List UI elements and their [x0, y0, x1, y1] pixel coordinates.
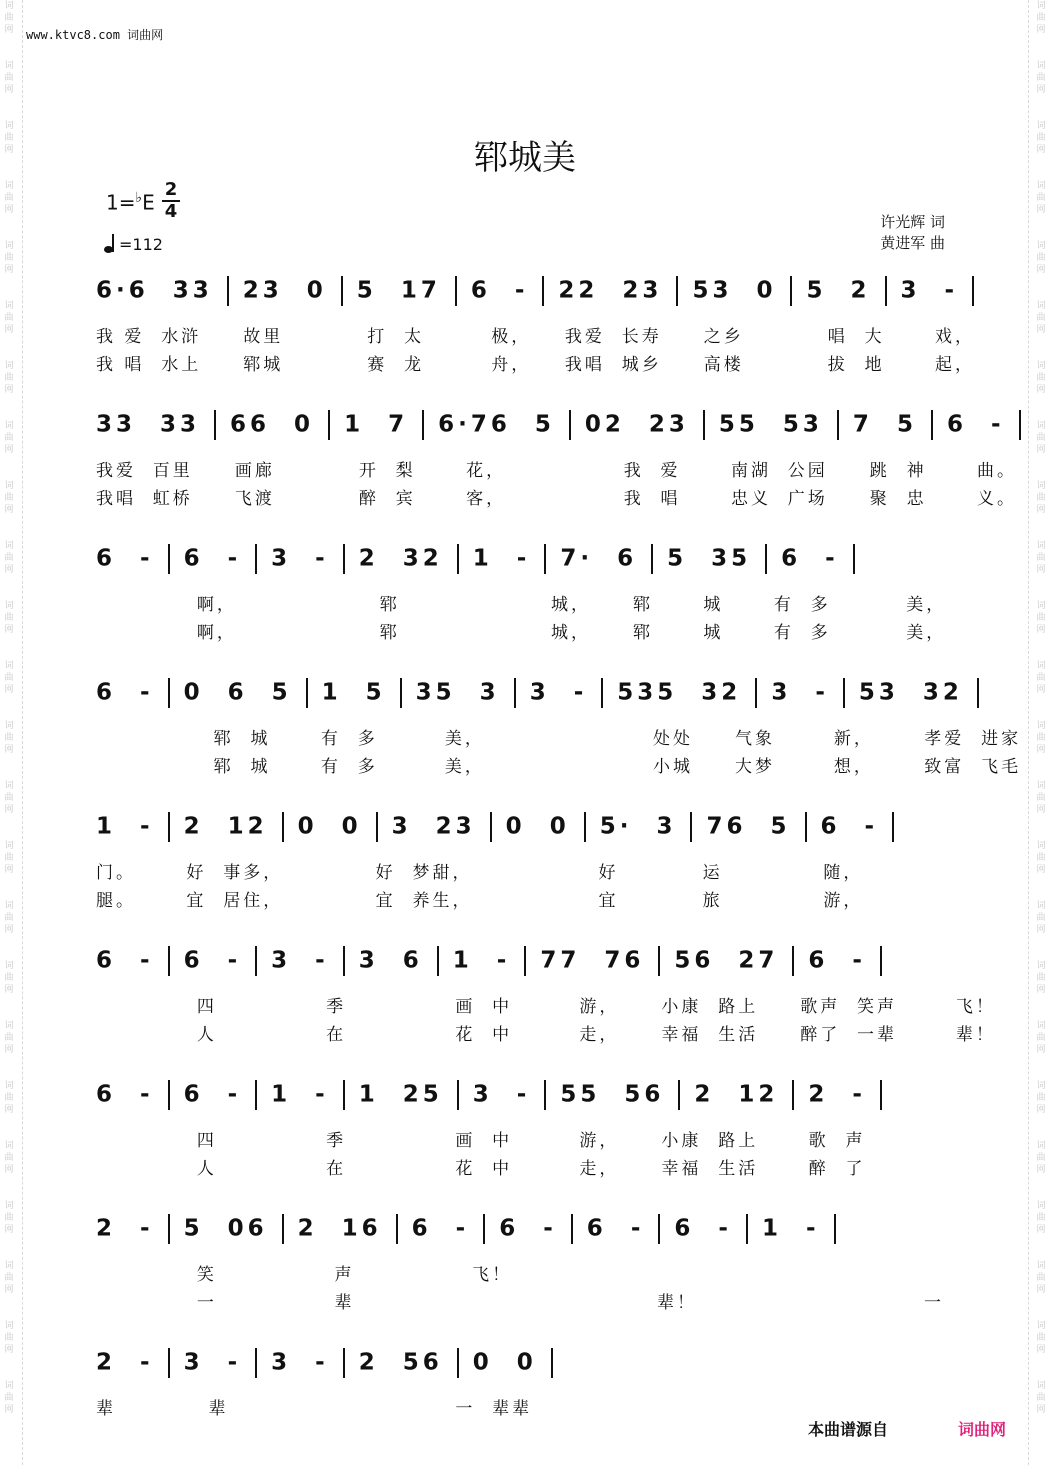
lyric-line-1: 四 季 画 中 游， 小康 路上 歌 声 — [96, 1131, 866, 1151]
notation-line — [96, 946, 952, 986]
lyric-line-2: 人 在 花 中 走， 幸福 生活 醉 了 — [96, 1159, 866, 1179]
barline — [422, 410, 424, 440]
measure-notes: 3 - — [183, 1349, 242, 1376]
measure-notes: 55 53 — [718, 411, 823, 438]
barline — [765, 544, 767, 574]
lyric-line-2: 人 在 花 中 走， 幸福 生活 醉了 一辈 辈！ — [96, 1025, 996, 1045]
measure-notes: 3 - — [472, 1081, 531, 1108]
measure-notes: 5 06 — [183, 1215, 268, 1242]
lyric-line-1: 笑 声 飞！ — [96, 1265, 513, 1285]
watermark-text: 词 曲 网 — [4, 781, 14, 815]
watermark-text: 词 曲 网 — [4, 1081, 14, 1115]
song-title: 郓城美 — [474, 138, 576, 178]
lyric-line-1: 郓 城 有 多 美， 处处 气象 新， 孝爱 进家 — [96, 729, 1022, 749]
barline — [341, 276, 343, 306]
barline — [542, 276, 544, 306]
music-system — [96, 1348, 952, 1478]
notation-line — [96, 1214, 952, 1254]
watermark-text: 词 曲 网 — [1036, 301, 1046, 335]
watermark-text: 词 曲 网 — [1036, 1141, 1046, 1175]
measure-notes: 55 56 — [560, 1081, 665, 1108]
watermark-text: 词 曲 网 — [1036, 361, 1046, 395]
barline — [168, 678, 170, 708]
barline — [343, 1348, 345, 1378]
measure-notes: 2 12 — [183, 813, 268, 840]
watermark-text: 词 曲 网 — [4, 301, 14, 335]
barline — [455, 276, 457, 306]
lyric-line-1: 我 爱 水浒 故里 打 太 极， 我爱 长寿 之乡 唱 大 戏， — [96, 327, 976, 347]
watermark-text: 词 曲 网 — [1036, 961, 1046, 995]
barline — [746, 1214, 748, 1244]
notation-line — [96, 276, 959, 316]
barline — [571, 1214, 573, 1244]
measure-notes: 3 - — [271, 1349, 329, 1376]
notation-line — [96, 812, 952, 852]
watermark-text: 词 曲 网 — [1036, 181, 1046, 215]
music-system — [96, 678, 1022, 808]
barline — [892, 812, 894, 842]
barline — [1019, 410, 1021, 440]
barline — [569, 410, 571, 440]
note-stem-icon — [112, 234, 114, 252]
barline — [376, 812, 378, 842]
barline — [168, 1214, 170, 1244]
measure-notes: 35 3 — [415, 679, 500, 706]
measure-notes: 6 - — [820, 813, 879, 840]
watermark-text: 词 曲 网 — [4, 541, 14, 575]
meter-denominator: 4 — [162, 200, 180, 222]
barline — [483, 1214, 485, 1244]
measure-notes: 1 - — [761, 1215, 820, 1242]
measure-notes: 6 - — [96, 679, 154, 706]
watermark-text: 词 曲 网 — [4, 961, 14, 995]
measure-notes: 6 - — [183, 1081, 242, 1108]
measure-notes: 02 23 — [584, 411, 689, 438]
credits — [880, 212, 945, 254]
lyric-line-1: 门。 好 事多， 好 梦甜， 好 运 随， — [96, 863, 864, 883]
barline — [690, 812, 692, 842]
key-label: 1= — [106, 190, 136, 215]
watermark-text: 词 曲 网 — [4, 481, 14, 515]
watermark-text: 词 曲 网 — [1036, 121, 1046, 155]
watermark-text: 词 曲 网 — [1036, 1381, 1046, 1415]
lyric-line-1: 四 季 画 中 游， 小康 路上 歌声 笑声 飞！ — [96, 997, 996, 1017]
measure-notes: 6 - — [499, 1215, 557, 1242]
measure-notes: 5 17 — [356, 277, 441, 304]
measure-notes: 6 - — [586, 1215, 645, 1242]
music-system — [96, 1080, 952, 1210]
barline — [255, 1348, 257, 1378]
barline — [551, 1348, 553, 1378]
measure-notes: 66 0 — [230, 411, 315, 438]
watermark-text: 词 曲 网 — [4, 61, 14, 95]
measure-notes: 53 0 — [692, 277, 777, 304]
lyric-line-2: 一 辈 辈！ 一 — [96, 1293, 944, 1313]
meter-numerator: 2 — [164, 179, 178, 200]
margin-line-left — [22, 0, 23, 1465]
watermark-text: 词 曲 网 — [4, 241, 14, 275]
measure-notes: 6 - — [96, 947, 154, 974]
lyric-line-1: 辈 辈 一 辈辈 — [96, 1399, 533, 1419]
watermark-text: 词 曲 网 — [4, 601, 14, 635]
measure-notes: 6 - — [96, 545, 154, 572]
measure-notes: 6·76 5 — [438, 411, 555, 438]
barline — [282, 812, 284, 842]
barline — [255, 1080, 257, 1110]
watermark-text: 词 曲 网 — [4, 1201, 14, 1235]
watermark-text: 词 曲 网 — [1036, 841, 1046, 875]
measure-notes: 7 5 — [852, 411, 917, 438]
barline — [676, 276, 678, 306]
barline — [834, 1214, 836, 1244]
measure-notes: 6 - — [808, 947, 866, 974]
barline — [885, 276, 887, 306]
barline — [437, 946, 439, 976]
measure-notes: 6 - — [674, 1215, 732, 1242]
barline — [514, 678, 516, 708]
measure-notes: 6 - — [96, 1081, 154, 1108]
measure-notes: 1 - — [452, 947, 511, 974]
measure-notes: 2 32 — [358, 545, 443, 572]
barline — [255, 946, 257, 976]
measure-notes: 0 0 — [297, 813, 362, 840]
barline — [703, 410, 705, 440]
barline — [792, 1080, 794, 1110]
barline — [601, 678, 603, 708]
measure-notes: 6 - — [411, 1215, 470, 1242]
music-system — [96, 410, 1018, 540]
barline — [282, 1214, 284, 1244]
margin-line-right — [1028, 0, 1029, 1465]
barline — [853, 544, 855, 574]
measure-notes: 56 27 — [674, 947, 779, 974]
footer-site-link[interactable]: 词曲网 — [958, 1420, 1007, 1439]
music-system — [96, 276, 976, 406]
watermark-text: 词 曲 网 — [4, 181, 14, 215]
lyric-line-2: 郓 城 有 多 美， 小城 大梦 想， 致富 飞毛 — [96, 757, 1022, 777]
lyric-line-1: 啊， 郓 城， 郓 城 有 多 美， — [96, 595, 947, 615]
measure-notes: 1 5 — [321, 679, 386, 706]
measure-notes: 3 - — [271, 545, 329, 572]
barline — [544, 1080, 546, 1110]
barline — [658, 1214, 660, 1244]
measure-notes: 2 - — [96, 1349, 154, 1376]
barline — [306, 678, 308, 708]
measure-notes: 1 - — [96, 813, 154, 840]
watermark-text: 词 曲 网 — [1036, 661, 1046, 695]
measure-notes: 1 - — [472, 545, 531, 572]
music-system — [96, 946, 996, 1076]
footer-source-label: 本曲谱源自 — [808, 1420, 889, 1439]
lyric-line-2: 我唱 虹桥 飞渡 醉 宾 客， 我 唱 忠义 广场 聚 忠 义。 — [96, 489, 1018, 509]
notation-line — [96, 1080, 952, 1120]
barline — [805, 812, 807, 842]
watermark-text: 词 曲 网 — [1036, 901, 1046, 935]
barline — [343, 946, 345, 976]
measure-notes: 5· 3 — [599, 813, 677, 840]
measure-notes: 5 35 — [667, 545, 752, 572]
side-watermark-left — [2, 0, 16, 1465]
barline — [931, 410, 933, 440]
key-signature — [106, 190, 155, 215]
composer: 黄进军 曲 — [880, 234, 945, 252]
measure-notes: 3 23 — [391, 813, 476, 840]
measure-notes: 33 33 — [96, 411, 201, 438]
barline — [168, 1348, 170, 1378]
barline — [584, 812, 586, 842]
watermark-text: 词 曲 网 — [1036, 241, 1046, 275]
barline — [755, 678, 757, 708]
notation-line — [96, 678, 963, 718]
tempo-marking — [104, 232, 163, 254]
barline — [490, 812, 492, 842]
watermark-text: 词 曲 网 — [4, 1381, 14, 1415]
measure-notes: 2 16 — [297, 1215, 382, 1242]
measure-notes: 2 - — [808, 1081, 866, 1108]
measure-notes: 0 0 — [472, 1349, 537, 1376]
barline — [396, 1214, 398, 1244]
lyric-line-2: 我 唱 水上 郓城 赛 龙 舟， 我唱 城乡 高楼 拔 地 起， — [96, 355, 976, 375]
watermark-text: 词 曲 网 — [4, 661, 14, 695]
measure-notes: 3 - — [771, 679, 829, 706]
measure-notes: 2 - — [96, 1215, 154, 1242]
time-signature — [162, 180, 180, 222]
measure-notes: 76 5 — [706, 813, 791, 840]
measure-notes: 3 - — [900, 277, 959, 304]
measure-notes: 0 6 5 — [183, 679, 292, 706]
measure-notes: 2 56 — [358, 1349, 443, 1376]
barline — [880, 946, 882, 976]
measure-notes: 77 76 — [540, 947, 645, 974]
watermark-text: 词 曲 网 — [1036, 781, 1046, 815]
watermark-text: 词 曲 网 — [1036, 541, 1046, 575]
notation-line — [96, 544, 952, 584]
barline — [214, 410, 216, 440]
measure-notes: 23 0 — [242, 277, 327, 304]
watermark-text: 词 曲 网 — [1036, 1081, 1046, 1115]
watermark-text: 词 曲 网 — [1036, 1, 1046, 35]
watermark-text: 词 曲 网 — [1036, 421, 1046, 455]
barline — [972, 276, 974, 306]
measure-notes: 2 12 — [694, 1081, 779, 1108]
measure-notes: 7· 6 — [560, 545, 638, 572]
watermark-text: 词 曲 网 — [4, 121, 14, 155]
barline — [792, 946, 794, 976]
watermark-text: 词 曲 网 — [4, 421, 14, 455]
barline — [651, 544, 653, 574]
watermark-text: 词 曲 网 — [1036, 1321, 1046, 1355]
lyric-line-2: 腿。 宜 居住， 宜 养生， 宜 旅 游， — [96, 891, 864, 911]
barline — [658, 946, 660, 976]
barline — [168, 812, 170, 842]
flat-symbol: ♭ — [135, 190, 143, 206]
measure-notes: 6 - — [183, 545, 242, 572]
barline — [880, 1080, 882, 1110]
barline — [227, 276, 229, 306]
watermark-text: 词 曲 网 — [1036, 61, 1046, 95]
barline — [544, 544, 546, 574]
measure-notes: 0 0 — [505, 813, 570, 840]
measure-notes: 6 - — [183, 947, 242, 974]
tempo-value: =112 — [119, 235, 163, 254]
lyricist: 许光辉 词 — [880, 213, 945, 231]
measure-notes: 53 32 — [858, 679, 963, 706]
barline — [168, 544, 170, 574]
watermark-text: 词 曲 网 — [4, 721, 14, 755]
lyric-line-1: 我爱 百里 画廊 开 梨 花， 我 爱 南湖 公园 跳 神 曲。 — [96, 461, 1018, 481]
barline — [328, 410, 330, 440]
watermark-text: 词 曲 网 — [4, 361, 14, 395]
barline — [977, 678, 979, 708]
barline — [168, 946, 170, 976]
barline — [457, 1080, 459, 1110]
measure-notes: 6·6 33 — [96, 277, 213, 304]
music-system — [96, 544, 952, 674]
measure-notes: 3 - — [271, 947, 329, 974]
music-system — [96, 812, 952, 942]
barline — [168, 1080, 170, 1110]
watermark-text: 词 曲 网 — [4, 1021, 14, 1055]
site-url: www.ktvc8.com 词曲网 — [26, 28, 164, 42]
notation-line — [96, 410, 1005, 450]
measure-notes: 1 25 — [358, 1081, 443, 1108]
barline — [343, 1080, 345, 1110]
barline — [343, 544, 345, 574]
barline — [255, 544, 257, 574]
measure-notes: 22 23 — [558, 277, 663, 304]
watermark-text: 词 曲 网 — [1036, 1021, 1046, 1055]
watermark-text: 词 曲 网 — [1036, 481, 1046, 515]
watermark-text: 词 曲 网 — [4, 1261, 14, 1295]
measure-notes: 1 - — [271, 1081, 329, 1108]
barline — [524, 946, 526, 976]
measure-notes: 535 32 — [617, 679, 742, 706]
measure-notes: 6 - — [470, 277, 529, 304]
barline — [843, 678, 845, 708]
measure-notes: 6 - — [946, 411, 1005, 438]
watermark-text: 词 曲 网 — [4, 841, 14, 875]
side-watermark-right — [1034, 0, 1048, 1465]
measure-notes: 3 - — [529, 679, 588, 706]
music-system — [96, 1214, 952, 1344]
notation-line — [96, 1348, 952, 1388]
measure-notes: 6 - — [781, 545, 839, 572]
watermark-text: 词 曲 网 — [4, 901, 14, 935]
barline — [837, 410, 839, 440]
barline — [790, 276, 792, 306]
measure-notes: 3 6 — [358, 947, 423, 974]
watermark-text: 词 曲 网 — [1036, 1261, 1046, 1295]
watermark-text: 词 曲 网 — [4, 1141, 14, 1175]
barline — [457, 1348, 459, 1378]
watermark-text: 词 曲 网 — [1036, 721, 1046, 755]
barline — [678, 1080, 680, 1110]
barline — [400, 678, 402, 708]
measure-notes: 5 2 — [806, 277, 871, 304]
barline — [457, 544, 459, 574]
watermark-text: 词 曲 网 — [1036, 1201, 1046, 1235]
lyric-line-2: 啊， 郓 城， 郓 城 有 多 美， — [96, 623, 947, 643]
key-note: E — [142, 190, 155, 215]
watermark-text: 词 曲 网 — [4, 1321, 14, 1355]
measure-notes: 1 7 — [344, 411, 409, 438]
watermark-text: 词 曲 网 — [4, 1, 14, 35]
watermark-text: 词 曲 网 — [1036, 601, 1046, 635]
